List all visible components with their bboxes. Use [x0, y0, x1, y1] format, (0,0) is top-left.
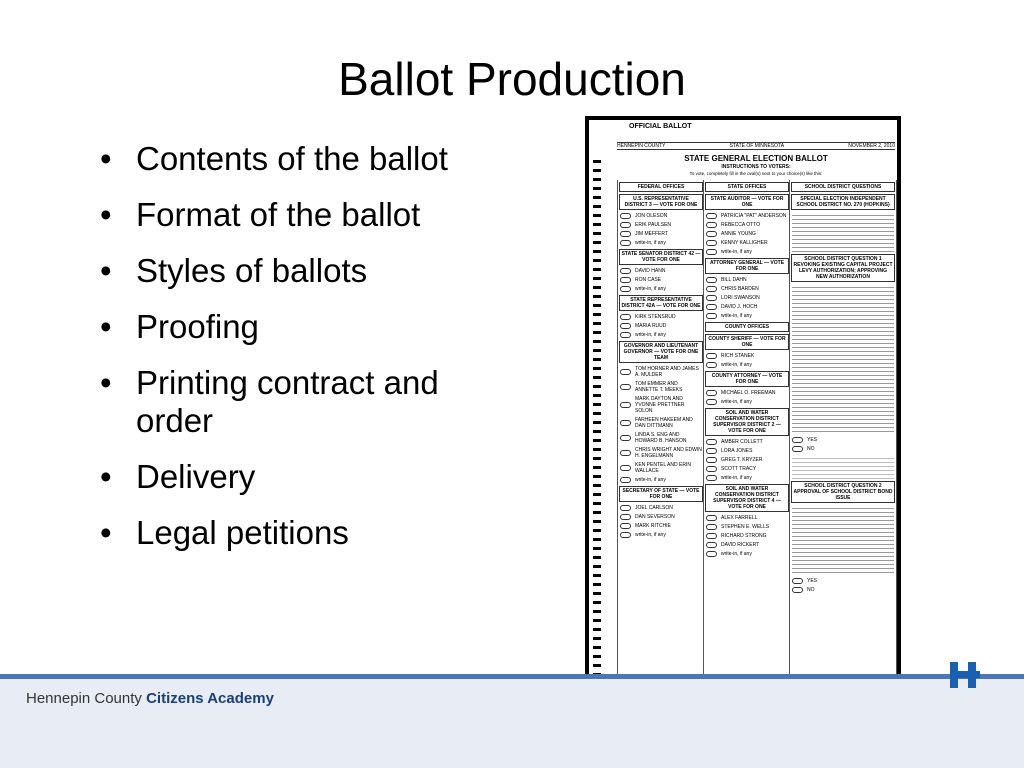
vote-oval[interactable]	[620, 505, 631, 511]
contest-title: STATE AUDITOR — VOTE FOR ONE	[705, 194, 789, 210]
candidate-row[interactable]	[620, 222, 702, 228]
candidate-row[interactable]	[620, 268, 702, 274]
timing-mark	[593, 529, 601, 532]
bullet-text: Delivery	[136, 458, 256, 495]
timing-mark	[593, 439, 601, 442]
write-in-label: write-in, if any	[635, 332, 666, 338]
write-in-row[interactable]	[706, 313, 788, 319]
contest-title: SOIL AND WATER CONSERVATION DISTRICT SUPERVISOR DISTRICT 2 — VOTE FOR ONE	[705, 408, 789, 436]
timing-mark	[593, 250, 601, 253]
timing-mark	[593, 628, 601, 631]
vote-oval[interactable]	[620, 268, 631, 274]
column-header: STATE OFFICES	[705, 182, 789, 192]
vote-oval[interactable]	[706, 362, 717, 368]
bullet-item	[100, 140, 520, 178]
bullet-item	[100, 364, 520, 440]
candidate-row[interactable]	[706, 231, 788, 237]
candidate-row[interactable]	[706, 286, 788, 292]
write-in-label: write-in, if any	[721, 249, 752, 255]
candidate-row[interactable]	[620, 231, 702, 237]
write-in-row[interactable]	[620, 286, 702, 292]
timing-mark	[593, 259, 601, 262]
ballot-header-row	[617, 142, 895, 150]
write-in-label: write-in, if any	[635, 286, 666, 292]
write-in-label: write-in, if any	[721, 399, 752, 405]
question-1-text	[792, 284, 894, 434]
candidate-name: KENNY KALLIGHER	[721, 240, 768, 246]
vote-oval[interactable]	[620, 240, 631, 246]
yes-option[interactable]	[792, 437, 894, 443]
timing-mark	[593, 655, 601, 658]
vote-oval[interactable]	[620, 477, 631, 483]
timing-mark	[593, 241, 601, 244]
candidate-row[interactable]	[620, 462, 702, 474]
vote-oval[interactable]	[706, 475, 717, 481]
candidate-name: JOEL CARLSON	[635, 505, 673, 511]
candidate-name: FARHEEN HAKEEM AND DAN DITTMANN	[635, 417, 693, 429]
candidate-name: ERIK PAULSEN	[635, 222, 672, 228]
timing-mark	[593, 583, 601, 586]
vote-oval[interactable]	[620, 420, 631, 426]
contest-title: U.S. REPRESENTATIVE DISTRICT 3 — VOTE FOR ONE	[619, 194, 703, 210]
timing-mark	[593, 646, 601, 649]
ballot-column-federal	[617, 180, 704, 702]
candidate-row[interactable]	[620, 514, 702, 520]
candidate-row[interactable]	[620, 505, 702, 511]
bullet-item	[100, 252, 520, 290]
vote-oval[interactable]	[792, 578, 803, 584]
question-2-title: SCHOOL DISTRICT QUESTION 2 APPROVAL OF SCHOOL DISTRICT BOND ISSUE	[791, 481, 895, 503]
candidate-name: MARK RITCHIE	[635, 523, 671, 529]
timing-mark	[593, 295, 601, 298]
vote-oval[interactable]	[620, 231, 631, 237]
vote-oval[interactable]	[620, 314, 631, 320]
candidate-row[interactable]	[706, 524, 788, 530]
candidate-name: TOM HORNER AND JAMES A. MULDER	[635, 366, 699, 378]
vote-oval[interactable]	[706, 542, 717, 548]
timing-mark	[593, 187, 601, 190]
candidate-name: KEN PENTEL AND ERIN WALLACE	[635, 462, 691, 474]
bullet-text: Printing contract and order	[136, 364, 439, 439]
write-in-label: write-in, if any	[635, 532, 666, 538]
candidate-name: MARK DAYTON AND YVONNE PRETTNER SOLON	[635, 396, 685, 414]
write-in-row[interactable]	[620, 532, 702, 538]
column-header: FEDERAL OFFICES	[619, 182, 703, 192]
candidate-row[interactable]	[620, 417, 702, 429]
candidate-row[interactable]	[620, 366, 702, 378]
timing-mark	[593, 493, 601, 496]
vote-oval[interactable]	[620, 277, 631, 283]
timing-mark	[593, 160, 601, 163]
timing-mark	[593, 313, 601, 316]
candidate-row[interactable]	[620, 323, 702, 329]
candidate-name: LINDA S. ENG AND HOWARD B. HANSON	[635, 432, 687, 444]
bullet-dot: •	[100, 308, 112, 345]
vote-oval[interactable]	[792, 446, 803, 452]
timing-mark	[593, 547, 601, 550]
candidate-name: KIRK STENSRUD	[635, 314, 676, 320]
timing-mark	[593, 619, 601, 622]
timing-mark	[593, 367, 601, 370]
vote-oval[interactable]	[620, 222, 631, 228]
timing-mark	[593, 484, 601, 487]
bullet-text: Proofing	[136, 308, 259, 345]
vote-oval[interactable]	[706, 231, 717, 237]
candidate-row[interactable]	[706, 542, 788, 548]
bullet-dot: •	[100, 458, 112, 495]
contest-title: COUNTY ATTORNEY — VOTE FOR ONE	[705, 371, 789, 387]
candidate-row[interactable]	[620, 523, 702, 529]
vote-oval[interactable]	[706, 222, 717, 228]
vote-oval[interactable]	[706, 457, 717, 463]
write-in-row[interactable]	[706, 362, 788, 368]
timing-mark	[593, 394, 601, 397]
candidate-name: JIM MEFFERT	[635, 231, 668, 237]
bullet-text: Contents of the ballot	[136, 140, 448, 177]
vote-oval[interactable]	[706, 448, 717, 454]
column-header: SCHOOL DISTRICT QUESTIONS	[791, 182, 895, 192]
candidate-name: DAVID J. HOCH	[721, 304, 758, 310]
candidate-row[interactable]	[706, 277, 788, 283]
vote-oval[interactable]	[706, 295, 717, 301]
option-label: YES	[807, 578, 818, 584]
timing-mark	[593, 385, 601, 388]
question-note	[792, 455, 894, 479]
timing-mark	[593, 475, 601, 478]
ballot-image	[585, 116, 901, 720]
contest-title: STATE SENATOR DISTRICT 42 — VOTE FOR ONE	[619, 249, 703, 265]
footer-text	[26, 690, 274, 707]
timing-mark	[593, 286, 601, 289]
contest-title: ATTORNEY GENERAL — VOTE FOR ONE	[705, 258, 789, 274]
candidate-name: CHRIS BARDEN	[721, 286, 759, 292]
ballot-column-state	[703, 180, 790, 702]
bullet-text: Styles of ballots	[136, 252, 368, 289]
candidate-name: DAN SEVERSON	[635, 514, 675, 520]
contest-title: STATE REPRESENTATIVE DISTRICT 42A — VOTE FOR ONE	[619, 295, 703, 311]
candidate-row[interactable]	[620, 213, 702, 219]
candidate-name: RON CASE	[635, 277, 662, 283]
timing-mark	[593, 196, 601, 199]
candidate-row[interactable]	[706, 304, 788, 310]
option-label: NO	[807, 587, 815, 593]
vote-oval[interactable]	[620, 514, 631, 520]
ballot-official-label: OFFICIAL BALLOT	[629, 123, 692, 130]
vote-oval[interactable]	[792, 587, 803, 593]
candidate-row[interactable]	[706, 390, 788, 396]
timing-mark	[593, 556, 601, 559]
question-text-block	[792, 212, 894, 252]
vote-oval[interactable]	[620, 213, 631, 219]
ballot-title: STATE GENERAL ELECTION BALLOT	[684, 154, 828, 163]
vote-oval[interactable]	[706, 524, 717, 530]
ballot-sheet	[589, 120, 897, 716]
candidate-row[interactable]	[706, 353, 788, 359]
vote-oval[interactable]	[706, 286, 717, 292]
write-in-label: write-in, if any	[721, 313, 752, 319]
bullet-dot: •	[100, 364, 112, 401]
candidate-name: STEPHEN E. WELLS	[721, 524, 770, 530]
vote-oval[interactable]	[706, 213, 717, 219]
timing-mark	[593, 376, 601, 379]
bullet-dot: •	[100, 196, 112, 233]
school-district-sub: SPECIAL ELECTION INDEPENDENT SCHOOL DISTRICT NO. 270 (HOPKINS)	[791, 194, 895, 210]
no-option[interactable]	[792, 446, 894, 452]
timing-mark	[593, 538, 601, 541]
vote-oval[interactable]	[620, 332, 631, 338]
timing-mark	[593, 178, 601, 181]
candidate-name: CHRIS WRIGHT AND EDWIN H. ENGELMANN	[635, 447, 702, 459]
vote-oval[interactable]	[706, 277, 717, 283]
vote-oval[interactable]	[792, 437, 803, 443]
timing-mark	[593, 448, 601, 451]
footer-bold: Citizens Academy	[146, 690, 274, 707]
candidate-row[interactable]	[706, 515, 788, 521]
timing-mark	[593, 169, 601, 172]
candidate-name: AMBER COLLETT	[721, 439, 763, 445]
vote-oval[interactable]	[706, 533, 717, 539]
write-in-row[interactable]	[706, 249, 788, 255]
timing-mark	[593, 637, 601, 640]
candidate-name: REBECCA OTTO	[721, 222, 761, 228]
contest-title: SOIL AND WATER CONSERVATION DISTRICT SUPERVISOR DISTRICT 4 — VOTE FOR ONE	[705, 484, 789, 512]
vote-oval[interactable]	[706, 551, 717, 557]
bullet-list	[100, 140, 520, 570]
timing-mark	[593, 520, 601, 523]
contest-title: COUNTY OFFICES	[705, 322, 789, 332]
candidate-row[interactable]	[620, 396, 702, 414]
candidate-row[interactable]	[706, 533, 788, 539]
vote-oval[interactable]	[620, 323, 631, 329]
candidate-name: DAVID HANN	[635, 268, 666, 274]
timing-mark	[593, 277, 601, 280]
timing-mark	[593, 610, 601, 613]
write-in-row[interactable]	[706, 551, 788, 557]
candidate-row[interactable]	[620, 447, 702, 459]
column-1-contests	[618, 194, 704, 538]
timing-mark	[593, 214, 601, 217]
option-label: YES	[807, 437, 818, 443]
vote-oval[interactable]	[706, 304, 717, 310]
vote-oval[interactable]	[620, 369, 631, 375]
footer-prefix: Hennepin County	[26, 690, 147, 707]
write-in-label: write-in, if any	[721, 475, 752, 481]
write-in-label: write-in, if any	[721, 551, 752, 557]
contest-title: SECRETARY OF STATE — VOTE FOR ONE	[619, 486, 703, 502]
timing-mark	[593, 358, 601, 361]
timing-mark	[593, 304, 601, 307]
write-in-row[interactable]	[706, 399, 788, 405]
candidate-row[interactable]	[620, 277, 702, 283]
timing-mark	[593, 457, 601, 460]
question-2-text	[792, 505, 894, 575]
slide-title: Ballot Production	[338, 53, 686, 105]
candidate-row[interactable]	[706, 466, 788, 472]
ballot-instructions: INSTRUCTIONS TO VOTERS:	[721, 164, 791, 170]
timing-mark	[593, 466, 601, 469]
contest-title: COUNTY SHERIFF — VOTE FOR ONE	[705, 334, 789, 350]
timing-mark	[593, 511, 601, 514]
vote-oval[interactable]	[706, 399, 717, 405]
timing-mark	[593, 421, 601, 424]
candidate-name: MARIA RUUD	[635, 323, 667, 329]
vote-oval[interactable]	[706, 515, 717, 521]
timing-mark	[593, 664, 601, 667]
vote-oval[interactable]	[620, 384, 631, 390]
candidate-row[interactable]	[706, 213, 788, 219]
column-2-contests	[704, 194, 790, 557]
question-1-title: SCHOOL DISTRICT QUESTION 1 REVOKING EXISTING CAPITAL PROJECT LEVY AUTHORIZATION; APPROVING NEW AUTHORIZATION	[791, 254, 895, 282]
candidate-row[interactable]	[620, 381, 702, 393]
candidate-name: TOM EMMER AND ANNETTE T. MEEKS	[635, 381, 683, 393]
candidate-row[interactable]	[706, 439, 788, 445]
timing-mark	[593, 223, 601, 226]
candidate-name: RICHARD STRONG	[721, 533, 767, 539]
ballot-instruction-line: To vote, completely fill in the oval(s) next to your choice(s) like this:	[689, 171, 823, 176]
ballot-date: NOVEMBER 2, 2010	[848, 143, 895, 149]
candidate-name: GREG T. KRYZER	[721, 457, 763, 463]
vote-oval[interactable]	[706, 390, 717, 396]
option-label: NO	[807, 446, 815, 452]
write-in-label: write-in, if any	[721, 362, 752, 368]
candidate-name: ALEX FARRELL	[721, 515, 758, 521]
candidate-row[interactable]	[706, 457, 788, 463]
write-in-row[interactable]	[620, 240, 702, 246]
bullet-dot: •	[100, 514, 112, 551]
bullet-text: Legal petitions	[136, 514, 349, 551]
bullet-item	[100, 196, 520, 234]
vote-oval[interactable]	[620, 523, 631, 529]
vote-oval[interactable]	[620, 465, 631, 471]
vote-oval[interactable]	[706, 353, 717, 359]
candidate-row[interactable]	[706, 240, 788, 246]
vote-oval[interactable]	[620, 435, 631, 441]
timing-mark	[593, 331, 601, 334]
candidate-name: LORI SWANSON	[721, 295, 760, 301]
candidate-name: MICHAEL O. FREEMAN	[721, 390, 776, 396]
yes-option[interactable]	[792, 578, 894, 584]
bullet-item	[100, 308, 520, 346]
candidate-row[interactable]	[620, 432, 702, 444]
write-in-row[interactable]	[620, 332, 702, 338]
vote-oval[interactable]	[620, 532, 631, 538]
timing-mark	[593, 349, 601, 352]
timing-mark	[593, 430, 601, 433]
vote-oval[interactable]	[706, 249, 717, 255]
timing-mark	[593, 601, 601, 604]
candidate-name: BILL DAHN	[721, 277, 747, 283]
bullet-item	[100, 458, 520, 496]
vote-oval[interactable]	[620, 402, 631, 408]
timing-mark	[593, 268, 601, 271]
no-option[interactable]	[792, 587, 894, 593]
write-in-row[interactable]	[706, 475, 788, 481]
write-in-label: write-in, if any	[635, 240, 666, 246]
timing-mark	[593, 412, 601, 415]
timing-mark	[593, 502, 601, 505]
vote-oval[interactable]	[706, 313, 717, 319]
timing-mark	[593, 205, 601, 208]
candidate-name: PATRICIA "PAT" ANDERSON	[721, 213, 787, 219]
candidate-name: JON OLESON	[635, 213, 668, 219]
ballot-column-school	[789, 180, 897, 702]
candidate-name: LORA JONES	[721, 448, 753, 454]
candidate-row[interactable]	[706, 295, 788, 301]
timing-mark	[593, 592, 601, 595]
timing-mark	[593, 340, 601, 343]
candidate-name: DAVID RICKERT	[721, 542, 760, 548]
timing-mark	[593, 232, 601, 235]
timing-mark	[593, 565, 601, 568]
timing-mark	[593, 322, 601, 325]
ballot-state: STATE OF MINNESOTA	[729, 143, 785, 149]
candidate-row[interactable]	[706, 448, 788, 454]
contest-title: GOVERNOR AND LIEUTENANT GOVERNOR — VOTE FOR ONE TEAM	[619, 341, 703, 363]
candidate-row[interactable]	[706, 222, 788, 228]
vote-oval[interactable]	[706, 240, 717, 246]
bullet-dot: •	[100, 140, 112, 177]
candidate-name: ANNIE YOUNG	[721, 231, 756, 237]
candidate-name: RICH STANEK	[721, 353, 755, 359]
candidate-row[interactable]	[620, 314, 702, 320]
candidate-name: SCOTT TRACY	[721, 466, 757, 472]
bullet-dot: •	[100, 252, 112, 289]
write-in-label: write-in, if any	[635, 477, 666, 483]
vote-oval[interactable]	[620, 286, 631, 292]
bullet-item	[100, 514, 520, 552]
bullet-text: Format of the ballot	[136, 196, 421, 233]
vote-oval[interactable]	[706, 439, 717, 445]
ballot-county: HENNEPIN COUNTY	[617, 143, 666, 149]
write-in-row[interactable]	[620, 477, 702, 483]
hennepin-logo-icon	[950, 660, 980, 690]
vote-oval[interactable]	[620, 450, 631, 456]
vote-oval[interactable]	[706, 466, 717, 472]
timing-mark	[593, 574, 601, 577]
timing-mark	[593, 403, 601, 406]
